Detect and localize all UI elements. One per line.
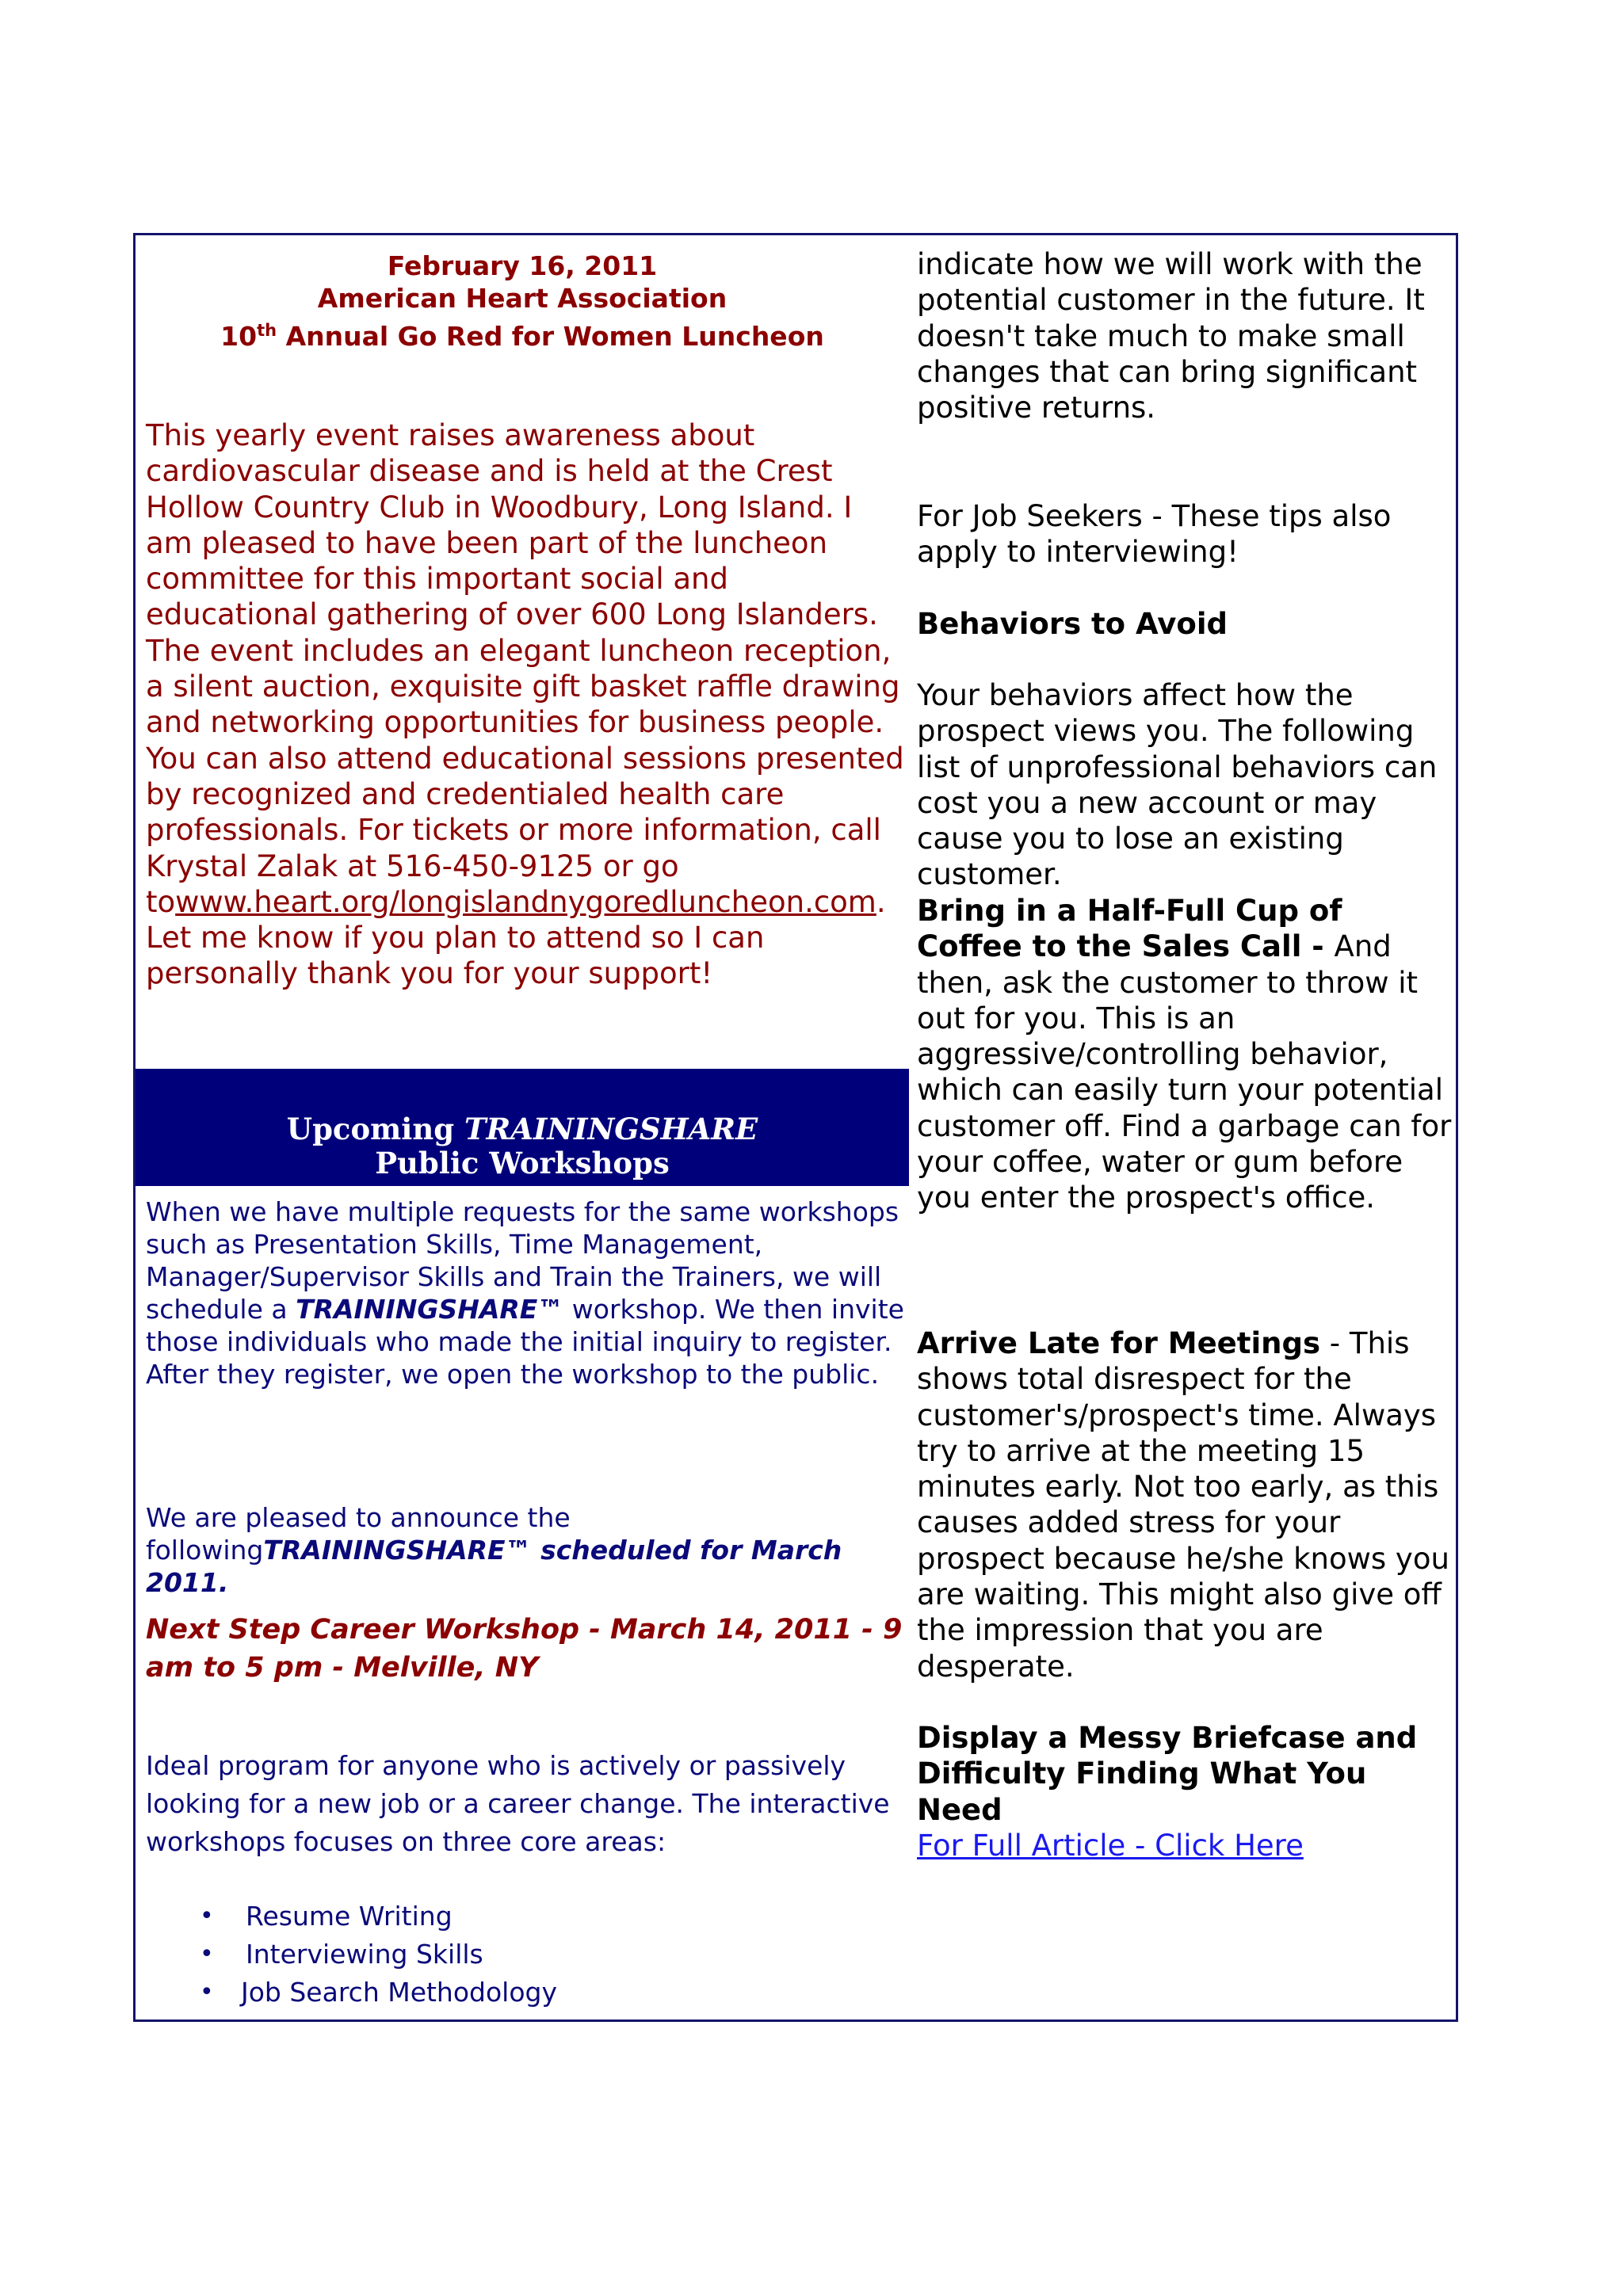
workshop-description: Ideal program for anyone who is actively or passively looking for a new job or a career change. The interactive workshops focuses on three core areas: [146,1750,890,1857]
event-title-text: Annual Go Red for Women Luncheon [277,321,824,352]
workshops-announcement [146,1501,907,1599]
announce-text: We are pleased to announce the following [146,1502,571,1566]
list-item-text: Interviewing Skills [246,1939,483,1970]
full-article-link[interactable]: For Full Article - Click Here [917,1829,1304,1863]
intro-brand: TRAININGSHARE™ [296,1294,564,1325]
left-column [136,235,909,2019]
behaviors-intro: Your behaviors affect how the prospect views you. The following list of unprofessional behaviors can cost you a new account or may cause you to lose an existing customer. [917,678,1438,892]
event-heading [136,250,909,353]
article-continued: indicate how we will work with the potential customer in the future. It doesn't take much to make small changes that can bring significant positive returns. [917,247,1425,425]
bullet-icon: • [200,1940,214,1968]
banner-prefix: Upcoming [286,1112,465,1146]
list-item [146,1936,907,1974]
event-title-suffix: th [257,321,277,340]
event-description [146,418,907,992]
newsletter-frame [133,233,1458,2022]
bullet-icon: • [200,1902,214,1930]
core-areas-list [146,1897,907,2012]
late-heading: Arrive Late for Meetings [917,1326,1320,1360]
list-item [146,1897,907,1936]
list-item [146,1974,907,2012]
event-title [136,315,909,353]
bullet-icon: • [200,1978,214,2006]
briefcase-heading [917,1720,1456,1828]
job-seekers-note: For Job Seekers - These tips also apply to interviewing! [917,499,1392,570]
coffee-heading: Bring in a Half-Full Cup of Coffee to the Sales Call - [917,894,1342,964]
workshops-banner [136,1069,909,1186]
banner-line-2: Public Workshops [375,1146,670,1180]
workshops-intro [146,1196,907,1390]
intro-rest: workshop. We then invite those individuals who made the initial inquiry to register. After they register, we open the workshop to the public. [146,1294,904,1390]
event-link[interactable]: www.heart.org/longislandnygoredluncheon.com [175,884,876,919]
behaviors-heading [917,606,1456,642]
event-closing-text: . Let me know if you plan to attend so I can personally thank you for your support! [146,884,886,991]
late-section [917,1325,1456,1684]
behaviors-heading-text: Behaviors to Avoid [917,607,1228,641]
intro-text: When we have multiple requests for the same workshops such as Presentation Skills, Time Management, Manager/Supervisor Skills and Train the Trainers, we will schedule a [146,1196,899,1325]
banner-brand: TRAININGSHARE [464,1112,758,1146]
event-date: February 16, 2011 [387,250,658,281]
event-body-text: This yearly event raises awareness about cardiovascular disease and is held at the Crest Hollow Country Club in Woodbury, Long Island. I am pleased to have been part of the luncheon committee for this important social and educational gathering of over 600 Long Islanders. The event includes an elegant luncheon reception, a silent auction, exquisite gift basket raffle drawing and networking opportunities for business people. You can also attend educational sessions presented by recognized and credentialed health care professionals. For tickets or more information, call Krystal Zalak at 516-450-9125 or go to [146,418,904,919]
coffee-text: And then, ask the customer to throw it out for you. This is an aggressive/controlling behavior, which can easily turn your potential customer off. Find a garbage can for your coffee, water or gum before you enter the prospect's office. [917,929,1452,1215]
late-text: - This shows total disrespect for the customer's/prospect's time. Always try to arrive at the meeting 15 minutes early. Not too early, as this causes added stress for your prospect because he/she knows you are waiting. This might also give off the impression that you are desperate. [917,1326,1449,1684]
banner-line-1 [136,1112,909,1146]
event-org: American Heart Association [317,283,727,314]
full-article-block [917,1828,1456,1863]
list-item-text: Job Search Methodology [241,1977,558,2008]
briefcase-heading-text: Display a Messy Briefcase and Difficulty Finding What You Need [917,1721,1418,1827]
coffee-section [917,893,1456,1216]
list-item-text: Resume Writing [246,1901,453,1932]
next-step-workshop: Next Step Career Workshop - March 14, 2011 - 9 am to 5 pm - Melville, NY [146,1614,903,1684]
event-title-number: 10 [220,321,258,352]
announce-bold: TRAININGSHARE™ scheduled for March 2011. [146,1535,842,1598]
